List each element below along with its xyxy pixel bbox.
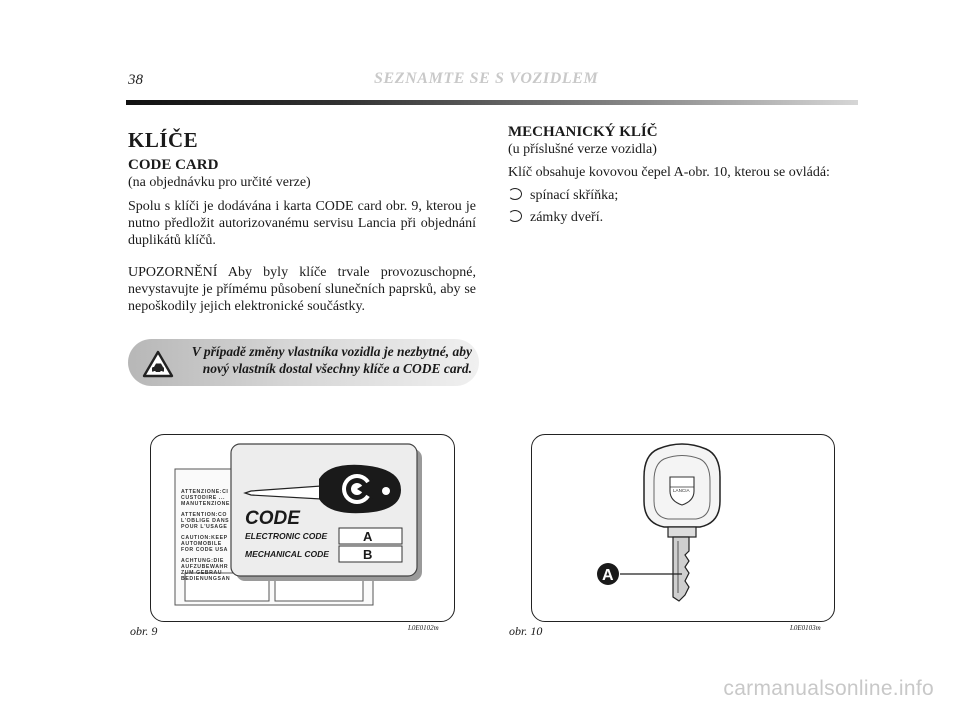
warning-triangle-icon <box>142 350 174 378</box>
back-text-line: ACHTUNG:DIE <box>181 558 224 564</box>
bullet-item: spínací skříňka; <box>508 188 618 204</box>
figure-code-card <box>150 434 455 622</box>
figure-mechanical-key <box>531 434 835 622</box>
back-text-line: AUTOMOBILE <box>181 541 222 547</box>
code-card-illustration <box>151 435 454 621</box>
code-card-heading: CODE CARD <box>128 157 219 173</box>
mechanical-code-label: MECHANICAL CODE <box>245 549 329 559</box>
mechanical-key-subheading: (u příslušné verze vozidla) <box>508 142 657 157</box>
back-text-line: FOR CODE USA <box>181 547 228 553</box>
figure-10-caption: obr. 10 <box>509 624 543 638</box>
back-text-line: L'OBLIGE DANS <box>181 518 230 524</box>
page-number: 38 <box>128 72 143 88</box>
back-text-line: AUFZUBEWAHR <box>181 564 229 570</box>
mechanical-key-heading: MECHANICKÝ KLÍČ <box>508 124 658 140</box>
warning-line-2: nový vlastník dostal všechny klíče a CODE card. <box>202 361 472 376</box>
figure-9-code: L0E0102m <box>408 624 439 632</box>
watermark: carmanualsonline.info <box>723 677 934 700</box>
header-rule <box>126 100 858 105</box>
card-title: CODE <box>245 508 300 529</box>
section-title: KLÍČE <box>128 128 199 152</box>
callout-a: A <box>602 567 614 584</box>
code-card-subheading: (na objednávku pro určité verze) <box>128 175 311 190</box>
mechanical-key-illustration <box>532 435 834 621</box>
figure-9-caption: obr. 9 <box>130 624 158 638</box>
back-text-line: ATTENZIONE:CI <box>181 489 229 495</box>
electronic-code-letter: A <box>363 529 373 544</box>
code-card-paragraph: Spolu s klíči je dodávána i karta CODE card obr. 9, kterou je nutno předložit autorizovanému servisu Lancia při objednání duplikátů klíčů. <box>128 199 476 248</box>
back-text-line: CAUTION:KEEP <box>181 535 228 541</box>
warning-paragraph: UPOZORNĚNÍ Aby byly klíče trvale provozuschopné, nevystavujte je přímému působení slunečních paprsků, aby se nepoškodily jejich elektronické součástky. <box>128 265 476 314</box>
back-text-line: BEDIENUNGSAN <box>181 576 231 582</box>
warning-line-1: V případě změny vlastníka vozidla je nezbytné, aby <box>191 344 472 359</box>
figure-10-code: L0E0103m <box>790 624 821 632</box>
back-text-line: CUSTODIRE ... <box>181 495 226 501</box>
electronic-code-label: ELECTRONIC CODE <box>245 531 328 541</box>
running-title: SEZNAMTE SE S VOZIDLEM <box>374 70 599 87</box>
mechanical-key-paragraph: Klíč obsahuje kovovou čepel A-obr. 10, kterou se ovládá: <box>508 165 830 180</box>
back-text-line: MANUTENZIONE <box>181 501 230 507</box>
warning-text <box>182 343 472 377</box>
lancia-logo-text: LANCIA <box>673 488 690 493</box>
bullet-icon <box>508 188 522 200</box>
mechanical-code-letter: B <box>363 547 373 562</box>
bullet-icon <box>508 210 522 222</box>
bullet-item: zámky dveří. <box>508 210 603 226</box>
back-text-line: ZUM GEBRAU <box>181 570 223 576</box>
back-text-line: POUR L'USAGE <box>181 524 228 530</box>
back-text-line: ATTENTION:CO <box>181 512 228 518</box>
